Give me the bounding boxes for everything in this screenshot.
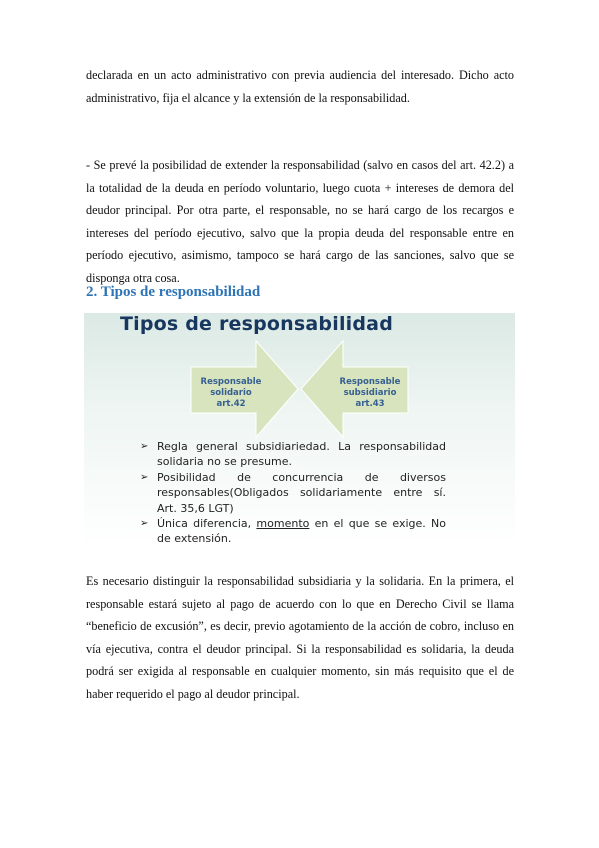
arrow-bullet-icon: ➢ bbox=[140, 518, 149, 530]
solidario-line3: art.42 bbox=[216, 399, 246, 409]
slide-bullet bbox=[140, 470, 446, 516]
subsidiario-line1: Responsable bbox=[339, 377, 401, 387]
subsidiario-line2: subsidiario bbox=[343, 388, 397, 398]
extension-paragraph: - Se prevé la posibilidad de extender la responsabilidad (salvo en casos del art. 42.2) a la totalidad de la deuda en período voluntario, luego cuota + intereses de demora del deudor principal. Por otra parte, el responsable, no se hará cargo de los recargos e intereses del período ejecutivo, salvo que la propia deuda del responsable entre en período ejecutivo, asimismo, tampoco se hará cargo de las sanciones, salvo que se disponga otra cosa. bbox=[86, 158, 514, 285]
slide-bullet bbox=[140, 516, 446, 546]
intro-paragraph: declarada en un acto administrativo con previa audiencia del interesado. Dicho acto administrativo, fija el alcance y la extensión de la responsabilidad. bbox=[86, 68, 514, 105]
bullet-text: Regla general subsidiariedad. La responsabilidad solidaria no se presume. bbox=[157, 440, 446, 469]
distinction-paragraph: Es necesario distinguir la responsabilidad subsidiaria y la solidaria. En la primera, el responsable estará sujeto al pago de acuerdo con lo que en Derecho Civil se llama “beneficio de excusión”, es decir, previo agotamiento de la acción de cobro, incluso en vía ejecutiva, contra el deudor principal. Si la responsabilidad es solidaria, la deuda podrá ser exigida al responsable en cualquier momento, sin más requisito que el de haber requerido el pago al deudor principal. bbox=[86, 574, 514, 701]
section-heading: 2. Tipos de responsabilidad bbox=[86, 284, 261, 300]
slide-title: Tipos de responsabilidad bbox=[120, 313, 393, 335]
bullet-text-part: en el que se exige. No de extensión. bbox=[157, 517, 447, 546]
bullet-underlined-word: momento bbox=[256, 517, 310, 531]
arrow-bullet-icon: ➢ bbox=[140, 441, 149, 452]
slide-image bbox=[84, 313, 515, 546]
bullet-text: Posibilidad de concurrencia de diversos responsables(Obligados solidariamente entre sí. Art. 35,6 LGT) bbox=[157, 470, 446, 515]
solidario-line2: solidario bbox=[210, 388, 252, 398]
slide-bullet bbox=[140, 439, 446, 470]
slide-bullet-list bbox=[140, 439, 446, 546]
subsidiario-line3: art.43 bbox=[355, 399, 385, 409]
bullet-text-part: Única diferencia, bbox=[157, 517, 257, 531]
solidario-line1: Responsable bbox=[200, 377, 262, 387]
arrow-bullet-icon: ➢ bbox=[140, 471, 149, 483]
